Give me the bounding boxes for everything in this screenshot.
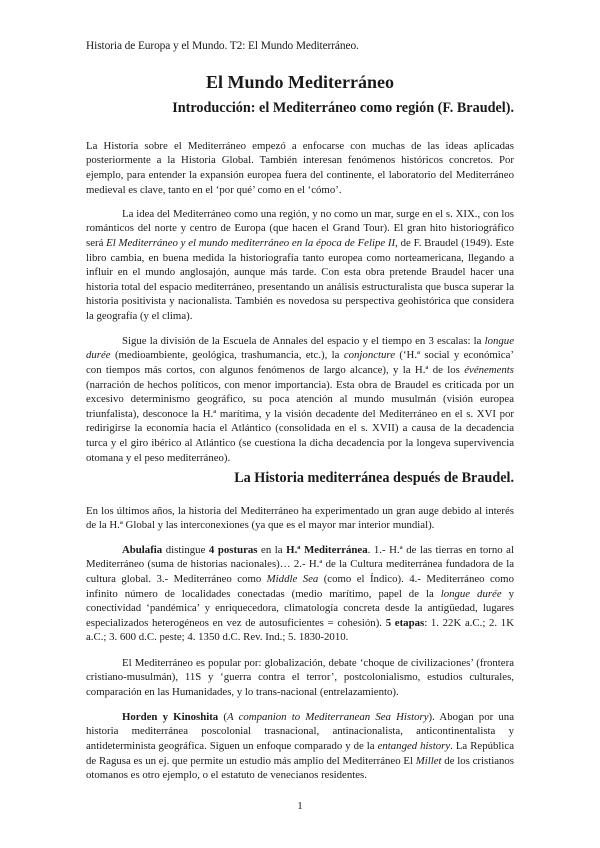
paragraph-annales: [86, 334, 514, 465]
term-middle-sea: Middle Sea: [266, 572, 319, 585]
paragraph-text: (como el Índico). 4.- Mediterráneo como infinito número de localidades conectadas (medio marítimo, papel de la: [86, 572, 514, 600]
term-longue-duree: longue durée: [440, 587, 502, 600]
paragraph-text: (medioambiente, geológica, trashumancia, etc.), la: [110, 349, 344, 362]
intro-heading: Introducción: el Mediterráneo como región (F. Braudel).: [172, 100, 514, 116]
paragraph-text: . La República de Ragusa es un ej. que permite un estudio más amplio del Mediterráneo El: [86, 739, 514, 767]
paragraph-popularity: [86, 656, 514, 700]
bold-term: H.ª Mediterránea: [286, 543, 368, 556]
section-heading: La Historia mediterránea después de Braudel.: [234, 470, 514, 486]
term-evenements: événements: [464, 363, 514, 376]
paragraph-text: ). Abogan por una historia mediterránea poscolonial trasnacional, antinacionalista, anticontinentalista y antideterminista geográfica. Siguen un enfoque comparado y de la: [86, 710, 514, 752]
paragraph-text: de los cristianos otomanos es otro ejemplo, o el estatuto de venecianos residentes.: [86, 754, 514, 782]
paragraph-text: (narración de hechos políticos, con menor importancia). Esta obra de Braudel es criticada por un excesivo determinismo geográfico, su poca atención al mundo musulmán (visión europea triunfalista), desconoce la H.ª marítima, y la visión decadente del Mediterráneo en el s. XVI por redirigirse la economía hacia el Atlántico (consolidada en el s. XVII) a causa de la decadencia turca y el giro ibérico al Atlántico (se cuestiona la dicha decadencia por la longeva supervivencia otomana y el peso mediterráneo).: [86, 378, 514, 464]
bold-term: 4 posturas: [208, 543, 258, 556]
paragraph-horden: [86, 710, 514, 783]
paragraph-text: La idea del Mediterráneo como una región, y no como un mar, surge en el s. XIX., con los románticos del norte y centro de Europa (que hacen el Grand Tour). El gran hito historiográfico será: [86, 207, 514, 249]
paragraph-text: : 1. 22K a.C.; 2. 1K a.C.; 3. 600 d.C. peste; 4. 1350 d.C. Rev. Ind.; 5. 1830-2010.: [86, 616, 514, 644]
running-header: Historia de Europa y el Mundo. T2: El Mundo Mediterráneo.: [86, 40, 359, 52]
term-entangled-history: entanged history: [377, 739, 451, 752]
term-longue-duree: longue durée: [86, 334, 514, 362]
paragraph-intro: [86, 139, 514, 197]
term-conjoncture: conjoncture: [343, 349, 395, 362]
paragraph-text: Sigue la división de la Escuela de Annales del espacio y el tiempo en 3 escalas: la: [122, 334, 485, 347]
author-name: Horden y Kinoshita: [122, 710, 219, 723]
author-name: Abulafia: [122, 543, 163, 556]
paragraph-text: en la: [257, 543, 287, 556]
paragraph-braudel: [86, 207, 514, 324]
paragraph-text: distingue: [162, 543, 209, 556]
paragraph-text: El Mediterráneo es popular por: globalización, debate ‘choque de civilizaciones’ (frontera cristiano-musulmán), 11S y ‘guerra contra el terror’, postcolonialismo, estudios culturales, comparación en las Humanidades, y lo trans-nacional (entrelazamiento).: [86, 656, 514, 698]
book-title: El Mediterráneo y el mundo mediterráneo en la época de Felipe II: [106, 236, 396, 249]
paragraph-recent: [86, 504, 514, 533]
paragraph-text: . 1.- H.ª de las tierras en torno al Mediterráneo (suma de historias nacionales)… 2.- H.ª de la Cultura mediterránea fundadora de la cultura global. 3.- Mediterráneo como: [86, 543, 514, 585]
paragraph-text: , de F. Braudel (1949). Este libro cambia, en buena medida la historiografía tanto europea como norteamericana, llegando a influir en el mundo anglosajón, aunque más tarde. Con esta obra pretende Braudel hacer una historia total del espacio mediterráneo, presentando un análisis estructuralista que busca superar la historia positivista y nacionalista. También es novedosa su perspectiva geohistórica que considera la geografía (y el clima).: [86, 236, 514, 322]
term-millet: Millet: [415, 754, 442, 767]
paragraph-text: y conectividad ‘pandémica’ y enriquecedora, climatología concreta desde la antigüedad, lugares especializados heterogéneos en vez de autosuficientes = cohesión).: [86, 587, 514, 629]
paragraph-text: (: [218, 710, 227, 723]
paragraph-text: La Historia sobre el Mediterráneo empezó a enfocarse con muchas de las ideas aplicadas posteriormente a la Historia Global. También interesan fenómenos históricos concretos. Por ejemplo, para entender la expansión europea fuera del continente, el laboratorio del Mediterráneo medieval es clave, tanto en el ‘por qué’ como en el ‘cómo’.: [86, 139, 514, 196]
bold-term: 5 etapas: [385, 616, 425, 629]
book-title: A companion to Mediterranean Sea History: [227, 710, 429, 723]
page-number: 1: [297, 800, 303, 812]
page-title: El Mundo Mediterráneo: [206, 72, 394, 92]
paragraph-text: (‘H.ª social y económica’ con tiempos más cortos, con algunos fenómenos de largo alcance), y la H.ª de los: [86, 349, 514, 376]
paragraph-text: En los últimos años, la historia del Mediterráneo ha experimentado un gran auge debido al interés de la H.ª Global y las interconexiones (ya que es el mayor mar interior mundial).: [86, 504, 514, 532]
paragraph-abulafia: [86, 543, 514, 645]
